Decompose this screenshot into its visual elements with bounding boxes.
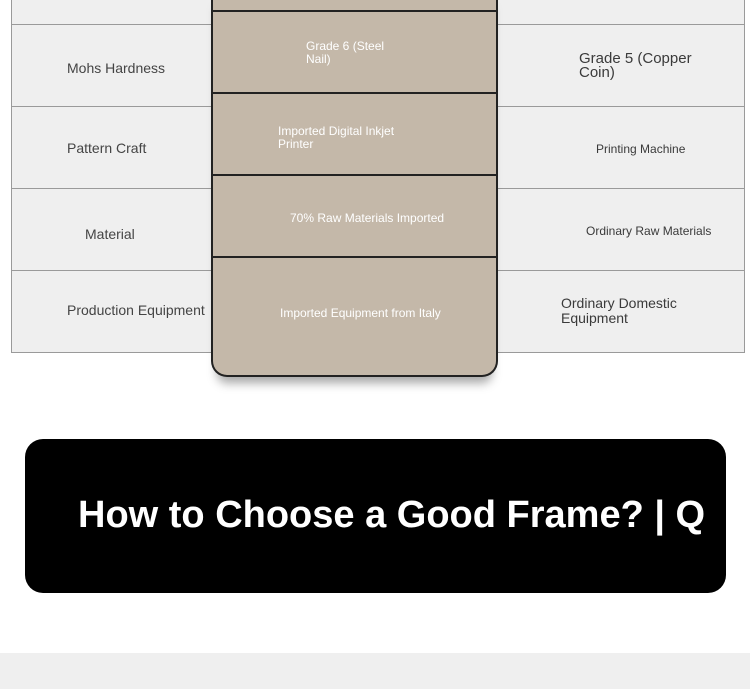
feature-label: Material — [85, 226, 135, 242]
feature-label: Mohs Hardness — [67, 60, 166, 76]
our-value: 70% Raw Materials Imported — [290, 211, 445, 225]
our-value: Imported Equipment from Italy — [280, 306, 441, 320]
footer-band — [0, 653, 750, 689]
banner-title: How to Choose a Good Frame? | Q — [78, 494, 706, 536]
competitor-value: Ordinary Domestic Equipment — [561, 295, 677, 326]
competitor-value: Printing Machine — [596, 142, 686, 156]
row-divider — [213, 174, 496, 176]
our-value: Imported Digital Inkjet Printer — [278, 124, 395, 151]
feature-label: Production Equipment — [67, 302, 205, 318]
highlight-column — [211, 0, 498, 377]
article-banner[interactable] — [25, 439, 726, 593]
our-value: Grade 6 (Steel Nail) — [306, 39, 385, 66]
feature-label: Pattern Craft — [67, 140, 147, 156]
competitor-value: Ordinary Raw Materials — [586, 224, 712, 238]
row-divider — [213, 10, 496, 12]
row-divider — [213, 256, 496, 258]
competitor-value: Grade 5 (Copper Coin) — [579, 50, 692, 81]
row-divider — [213, 92, 496, 94]
